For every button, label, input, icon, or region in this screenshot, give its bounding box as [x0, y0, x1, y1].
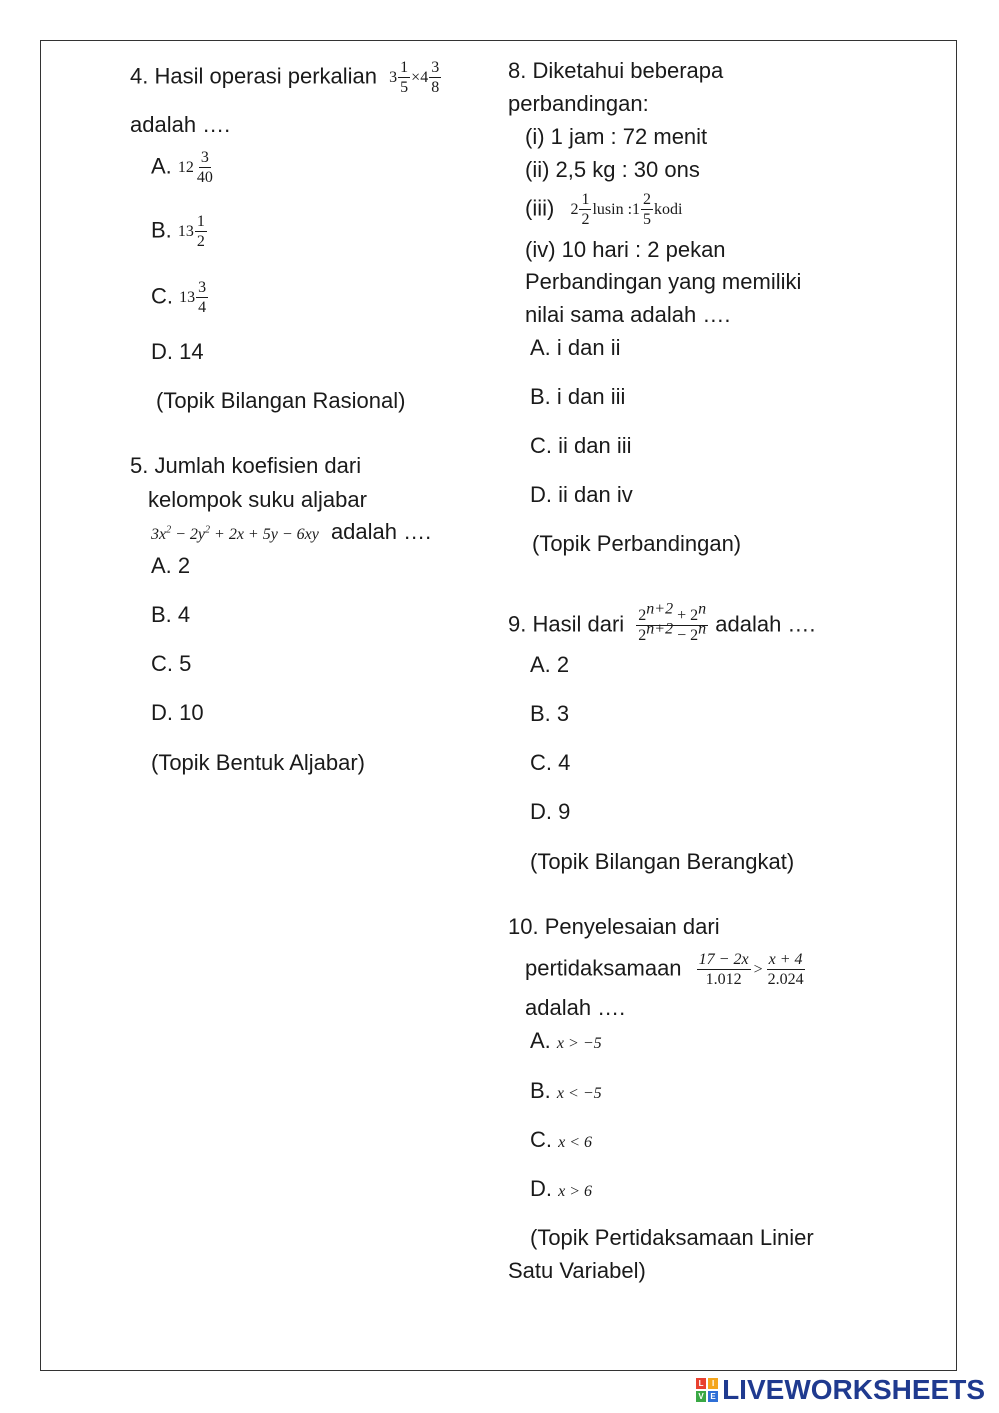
q10-topic-line2: Satu Variabel)	[508, 1258, 646, 1283]
liveworksheets-logo-mark-icon: L I V E	[696, 1378, 718, 1402]
q4-option-a[interactable]: A. 12 $\frac{3}{40}$	[151, 149, 213, 186]
q8-item-iii: (iii) 2 $\frac{1}{2}$ lusin : 1 $\frac{2}{5}$ kodi	[525, 191, 683, 228]
q8-option-d[interactable]: D. ii dan iv	[530, 482, 633, 507]
liveworksheets-logo	[696, 1374, 985, 1406]
q8-option-b[interactable]: B. i dan iii	[530, 384, 626, 409]
q4-tail: adalah ….	[130, 112, 231, 137]
q5-option-a[interactable]: A. 2	[151, 553, 191, 578]
q4-expression: 3 $\frac{1}{5}$ × 4 $\frac{3}{8}$	[389, 59, 440, 96]
q10-option-d[interactable]: D. x > 6	[530, 1176, 593, 1201]
q4-option-d[interactable]: D. 14	[151, 339, 204, 364]
q10-line1: 10. Penyelesaian dari	[508, 914, 720, 939]
q4-option-c[interactable]: C. 13 $\frac{3}{4}$	[151, 279, 207, 316]
q10-option-a[interactable]: A. x > −5	[530, 1028, 602, 1053]
q8-question-line1: Perbandingan yang memiliki	[525, 269, 802, 294]
q9-prompt: 9. Hasil dari $\frac{2^{n+2} + 2^n}{2^{n+2} - 2^n}$ adalah ….	[508, 600, 816, 644]
q8-item-iv: (iv) 10 hari : 2 pekan	[525, 237, 726, 262]
q9-option-d[interactable]: D. 9	[530, 799, 571, 824]
q9-option-c[interactable]: C. 4	[530, 750, 571, 775]
q9-expression: $\frac{2^{n+2} + 2^n}{2^{n+2} - 2^n}$	[638, 600, 707, 644]
q8-item-ii: (ii) 2,5 kg : 30 ons	[525, 157, 700, 182]
q9-option-b[interactable]: B. 3	[530, 701, 570, 726]
q9-topic: (Topik Bilangan Berangkat)	[530, 849, 795, 874]
q10-inequality: $\frac{17 - 2x}{1.012}$ > $\frac{x + 4}{2.024}$	[698, 951, 804, 988]
q5-option-c[interactable]: C. 5	[151, 651, 192, 676]
q10-topic-line1: (Topik Pertidaksamaan Linier	[530, 1225, 814, 1250]
q10-option-b[interactable]: B. x < −5	[530, 1078, 602, 1103]
q10-option-c[interactable]: C. x < 6	[530, 1127, 593, 1152]
q5-option-b[interactable]: B. 4	[151, 602, 191, 627]
q10-line2: pertidaksamaan $\frac{17 - 2x}{1.012}$ > $\frac{x + 4}{2.024}$	[525, 950, 807, 989]
q4-prompt: 4. Hasil operasi perkalian 3 $\frac{1}{5}$ × 4 $\frac{3}{8}$	[130, 58, 442, 97]
q5-expression-line: $3x^2 - 2y^2 + 2x + 5y - 6xy$ adalah ….	[151, 519, 432, 544]
q8-line1: 8. Diketahui beberapa	[508, 58, 724, 83]
q8-line2: perbandingan:	[508, 91, 649, 116]
q8-question-line2: nilai sama adalah ….	[525, 302, 731, 327]
q5-option-d[interactable]: D. 10	[151, 700, 204, 725]
q10-tail: adalah ….	[525, 995, 626, 1020]
q5-expression: $3x^2 - 2y^2 + 2x + 5y - 6xy$	[151, 524, 319, 543]
q5-topic: (Topik Bentuk Aljabar)	[151, 750, 365, 775]
q8-option-c[interactable]: C. ii dan iii	[530, 433, 632, 458]
q4-option-b[interactable]: B. 13 $\frac{1}{2}$	[151, 213, 205, 250]
q9-option-a[interactable]: A. 2	[530, 652, 570, 677]
q8-item-i: (i) 1 jam : 72 menit	[525, 124, 708, 149]
q8-option-a[interactable]: A. i dan ii	[530, 335, 621, 360]
q5-line1: 5. Jumlah koefisien dari	[130, 453, 362, 478]
q4-topic: (Topik Bilangan Rasional)	[156, 388, 406, 413]
liveworksheets-brand-name: LIVEWORKSHEETS	[722, 1374, 985, 1405]
q8-topic: (Topik Perbandingan)	[532, 531, 742, 556]
q5-line2: kelompok suku aljabar	[148, 487, 367, 512]
